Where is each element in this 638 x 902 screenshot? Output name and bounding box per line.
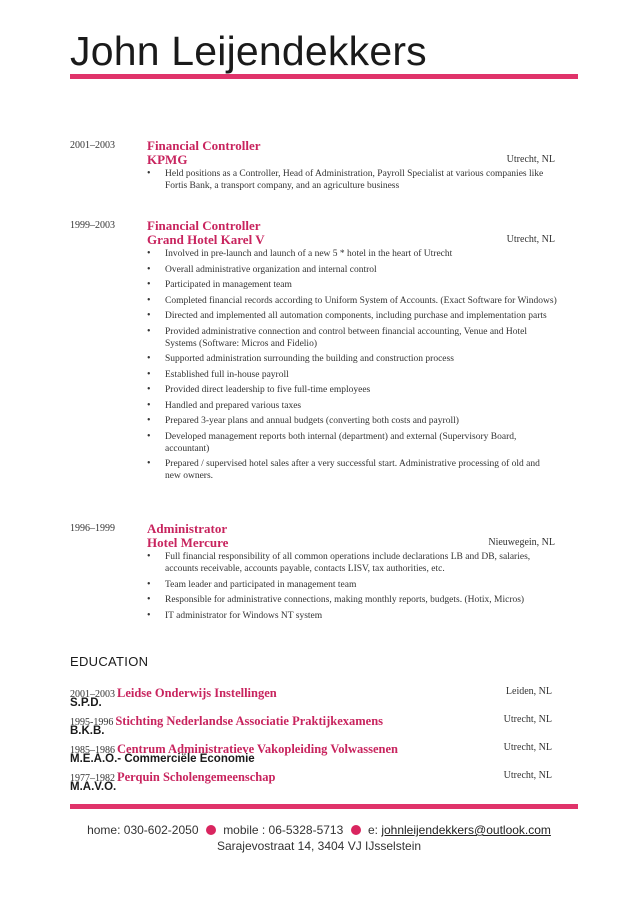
job-bullet: • Established full in-house payroll <box>147 369 557 381</box>
education-degree-detail: Commerciële Economie <box>121 753 255 765</box>
education-entry <box>70 740 580 768</box>
education-degree: B.K.B. <box>70 725 105 737</box>
job-company: Hotel Mercure <box>147 535 229 550</box>
home-phone: home: 030-602-2050 <box>87 823 199 837</box>
education-location: Utrecht, NL <box>503 714 552 725</box>
job-bullet: • Developed management reports both internal (department) and external (Supervisory Board, accountant) <box>147 431 557 455</box>
job-company: Grand Hotel Karel V <box>147 232 265 247</box>
job-bullets <box>147 551 557 625</box>
job-bullet: • Team leader and participated in management team <box>147 579 557 591</box>
job-bullet: • Prepared / supervised hotel sales after a very successful start. Administrative processing of old and new owners. <box>147 458 557 482</box>
education-entry <box>70 684 580 712</box>
bullet-dot-icon <box>351 825 361 835</box>
education-location: Leiden, NL <box>505 686 552 697</box>
job-bullet: • Held positions as a Controller, Head of Administration, Payroll Specialist at various companies like Fortis Bank, a transport company, and an agriculture business <box>147 168 557 192</box>
education-date: 1995-1996 <box>70 717 114 728</box>
job-date: 1999–2003 <box>70 220 115 231</box>
education-entry <box>70 712 580 740</box>
top-divider <box>70 74 578 79</box>
resume-name: John Leijendekkers <box>70 28 427 74</box>
job-title: Administrator <box>147 521 228 536</box>
education-school: Perquin Scholengemeenschap <box>117 770 276 784</box>
job-bullet: • Overall administrative organization and internal control <box>147 264 557 276</box>
education-school: Centrum Administratieve Vakopleiding Volwassenen <box>117 742 398 756</box>
job-entry-hotel-mercure <box>70 521 580 631</box>
job-bullet: • Handled and prepared various taxes <box>147 400 557 412</box>
education-school: Leidse Onderwijs Instellingen <box>117 686 277 700</box>
job-bullets <box>147 168 557 196</box>
job-bullet: • Provided direct leadership to five full-time employees <box>147 384 557 396</box>
job-bullet: • Involved in pre-launch and launch of a new 5 * hotel in the heart of Utrecht <box>147 248 557 260</box>
education-date: 1985–1986 <box>70 745 115 756</box>
education-date: 2001–2003 <box>70 689 115 700</box>
education-entry <box>70 768 580 796</box>
job-location: Utrecht, NL <box>506 154 555 165</box>
job-bullet: • Supported administration surrounding the building and construction process <box>147 353 557 365</box>
bottom-divider <box>70 804 578 809</box>
job-bullet: • Responsible for administrative connections, making monthly reports, budgets. (Hotix, Micros) <box>147 594 557 606</box>
job-bullet: • IT administrator for Windows NT system <box>147 610 557 622</box>
job-bullet: • Provided administrative connection and control between financial accounting, Venue and Hotel Systems (Software: Micros and Fidelio) <box>147 326 557 350</box>
job-bullet: • Directed and implemented all automation components, including purchase and implementation parts <box>147 310 557 322</box>
job-location: Utrecht, NL <box>506 234 555 245</box>
job-bullet: • Participated in management team <box>147 279 557 291</box>
bullet-dot-icon <box>206 825 216 835</box>
education-degree: M.A.V.O. <box>70 781 117 793</box>
job-title: Financial Controller <box>147 138 261 153</box>
contact-line <box>0 823 638 837</box>
education-degree: M.E.A.O.- <box>70 753 122 765</box>
job-date: 1996–1999 <box>70 523 115 534</box>
job-location: Nieuwegein, NL <box>488 537 555 548</box>
address: Sarajevostraat 14, 3404 VJ IJsselstein <box>216 839 422 853</box>
email-link[interactable]: johnleijendekkers@outlook.com <box>381 823 551 837</box>
job-date: 2001–2003 <box>70 140 115 151</box>
education-location: Utrecht, NL <box>503 770 552 781</box>
job-entry-kpmg <box>70 138 580 198</box>
education-heading: EDUCATION <box>70 654 149 669</box>
education-degree: S.P.D. <box>70 697 102 709</box>
job-bullet: • Full financial responsibility of all common operations include declarations LB and DB, salaries, accounts receivable, accounts payable, contacts LISV, tax authorities, etc. <box>147 551 557 575</box>
email-prefix: e: <box>367 823 382 837</box>
job-entry-grand-hotel <box>70 218 580 503</box>
job-bullet: • Completed financial records according to Uniform System of Accounts. (Exact Software for Windows) <box>147 295 557 307</box>
job-bullet: • Prepared 3-year plans and annual budgets (converting both costs and payroll) <box>147 415 557 427</box>
education-location: Utrecht, NL <box>503 742 552 753</box>
job-company: KPMG <box>147 152 188 167</box>
job-title: Financial Controller <box>147 218 261 233</box>
education-date: 1977–1982 <box>70 773 115 784</box>
education-school: Stichting Nederlandse Associatie Praktijkexamens <box>115 714 384 728</box>
mobile-phone: mobile : 06-5328-5713 <box>223 823 344 837</box>
job-bullets <box>147 248 557 486</box>
